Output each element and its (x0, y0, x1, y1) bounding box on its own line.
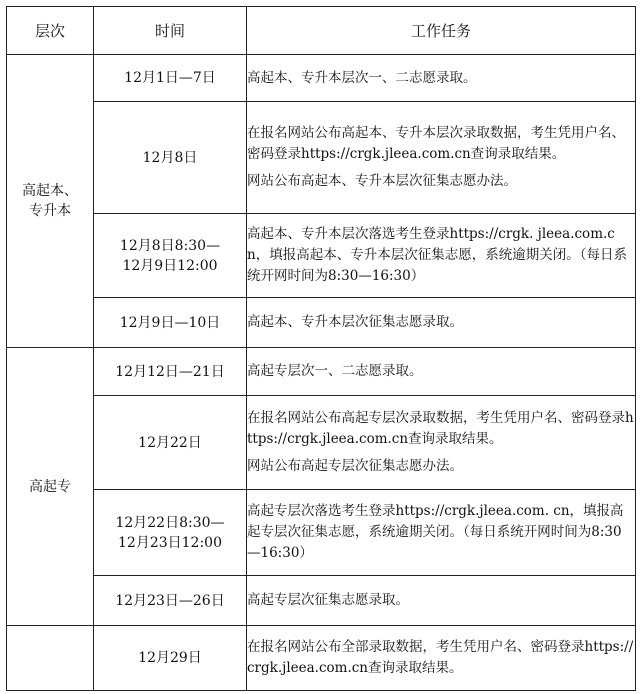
task-text: 在报名网站公布高起本、专升本层次录取数据，考生凭用户名、密码登录https://crgk.jleea.com.cn查询录取结果。 (247, 125, 625, 162)
task-text: 高起本、专升本层次落选考生登录https://crgk. jleea.com.cn，填报高起本、专升本层次征集志愿，系统逾期关闭。（每日系统开网时间为8:30—16:30） (247, 226, 627, 284)
time-cell (94, 490, 247, 576)
time-text: 12月8日 (142, 149, 198, 166)
time-text: 12月9日—10日 (119, 314, 221, 331)
schedule-row (7, 55, 636, 102)
time-cell (94, 102, 247, 214)
time-text: 12月12日—21日 (115, 363, 225, 380)
schedule-body (7, 55, 636, 691)
time-text: 12月23日12:00 (118, 534, 222, 551)
schedule-row (7, 348, 636, 396)
time-text: 12月22日8:30— (115, 514, 225, 531)
header-time: 时间 (94, 7, 247, 55)
level-text: 高起专 (29, 478, 71, 495)
task-cell (247, 102, 636, 214)
schedule-row (7, 396, 636, 490)
task-text: 高起专层次一、二志愿录取。 (247, 363, 423, 379)
schedule-row (7, 298, 636, 348)
time-text: 12月9日12:00 (122, 257, 218, 274)
task-text: 高起本、专升本层次一、二志愿录取。 (247, 69, 477, 86)
time-cell (94, 55, 247, 102)
level-text: 高起本、 (22, 183, 78, 199)
task-cell (247, 55, 636, 102)
task-cell (247, 396, 636, 490)
task-text: 网站公布高起本、专升本层次征集志愿办法。 (247, 173, 517, 189)
task-text: 在报名网站公布高起专层次录取数据，考生凭用户名、密码登录https://crgk.jleea.com.cn查询录取结果。 (247, 410, 634, 447)
task-text: 高起专层次落选考生登录https://crgk.jleea.com. cn，填报高起专层次征集志愿，系统逾期关闭。（每日系统开网时间为8:30—16:30） (247, 503, 624, 561)
header-row (7, 7, 636, 55)
header-task: 工作任务 (247, 7, 636, 55)
time-text: 12月1日—7日 (124, 70, 216, 86)
time-text: 12月8日8:30— (119, 237, 221, 254)
level-cell (7, 55, 94, 348)
schedule-row (7, 214, 636, 298)
time-cell (94, 396, 247, 490)
task-text: 网站公布高起专层次征集志愿办法。 (247, 458, 463, 474)
schedule-row (7, 102, 636, 214)
level-cell (7, 348, 94, 626)
task-cell (247, 348, 636, 396)
time-text: 12月22日 (138, 434, 202, 451)
time-text: 12月29日 (138, 650, 202, 666)
task-cell (247, 298, 636, 348)
task-cell (247, 576, 636, 626)
header-level: 层次 (7, 7, 94, 55)
admission-schedule-table (6, 6, 636, 691)
time-cell (94, 298, 247, 348)
time-cell (94, 576, 247, 626)
task-cell (247, 214, 636, 298)
schedule-row (7, 490, 636, 576)
schedule-row (7, 626, 636, 691)
task-text: 在报名网站公布全部录取数据，考生凭用户名、密码登录https://crgk.jleea.com.cn查询录取结果。 (247, 639, 634, 676)
level-text: 专升本 (29, 203, 71, 219)
task-cell (247, 490, 636, 576)
task-text: 高起本、专升本层次征集志愿录取。 (247, 314, 463, 330)
level-cell (7, 626, 94, 691)
time-cell (94, 626, 247, 691)
task-text: 高起专层次征集志愿录取。 (247, 592, 409, 608)
task-cell (247, 626, 636, 691)
time-cell (94, 214, 247, 298)
schedule-row (7, 576, 636, 626)
time-cell (94, 348, 247, 396)
time-text: 12月23日—26日 (115, 592, 225, 609)
